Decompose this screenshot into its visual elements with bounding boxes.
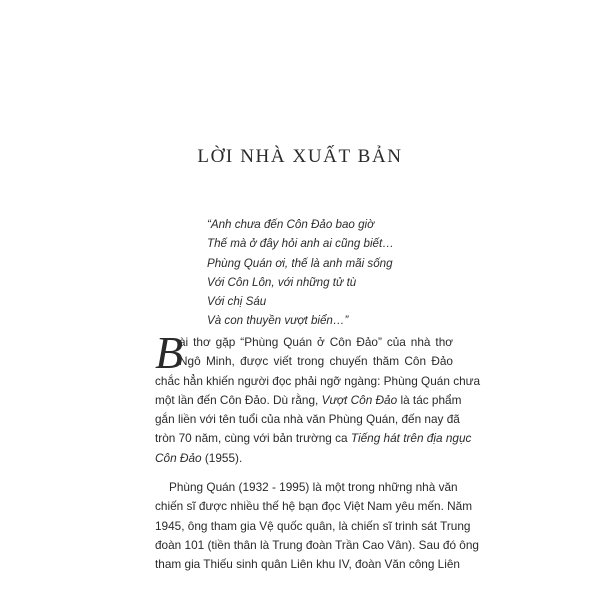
text-line: Phùng Quán (1932 - 1995) là một trong những nhà văn xyxy=(169,480,458,495)
poem-line: “Anh chưa đến Côn Đảo bao giờ xyxy=(207,218,375,231)
text-line xyxy=(155,429,472,448)
body-text xyxy=(155,327,481,575)
work-title: Côn Đảo xyxy=(155,450,202,465)
epigraph-poem xyxy=(207,215,394,331)
paragraph-1 xyxy=(155,327,481,468)
drop-cap: B xyxy=(155,327,184,378)
text-line: tham gia Thiếu sinh quân Liên khu IV, đoàn Văn công Liên xyxy=(155,557,460,572)
text-line: gắn liền với tên tuổi của nhà văn Phùng Quán, đến nay đã xyxy=(155,412,460,427)
text-line: 1945, ông tham gia Vệ quốc quân, là chiến sĩ trinh sát Trung xyxy=(155,518,471,533)
poem-line: Thế mà ở đây hỏi anh ai cũng biết… xyxy=(207,237,394,251)
text-line xyxy=(155,449,453,468)
text-line: chắc hẳn khiến người đọc phải ngỡ ngàng: Phùng Quán chưa xyxy=(155,373,481,388)
text-span: một lần đến Côn Đảo. Dù rằng, xyxy=(155,392,319,407)
text-line xyxy=(155,391,462,410)
poem-line: Với Côn Lôn, với những tử tù xyxy=(207,275,357,289)
poem-line: Với chị Sáu xyxy=(207,295,267,309)
text-span: tròn 70 năm, cùng với bản trường ca xyxy=(155,431,348,446)
poem-line: Phùng Quán ơi, thế là anh mãi sống xyxy=(207,256,393,270)
work-title: Vượt Côn Đảo xyxy=(321,392,398,407)
work-title: Tiếng hát trên địa ngục xyxy=(350,431,472,446)
poem-line: Và con thuyền vượt biển…” xyxy=(207,314,349,328)
text-line: Ngô Minh, được viết trong chuyến thăm Côn Đảo xyxy=(179,354,453,369)
text-line: chiến sĩ được nhiều thế hệ bạn đọc Việt Nam yêu mến. Năm xyxy=(155,499,473,514)
text-span: là tác phẩm xyxy=(400,392,462,407)
text-line: ài thơ gặp “Phùng Quán ở Côn Đảo” của nhà thơ xyxy=(179,335,453,349)
paragraph-2 xyxy=(155,478,479,574)
text-line: đoàn 101 (tiền thân là Trung đoàn Trần Cao Vân). Sau đó ông xyxy=(155,537,479,552)
chapter-title: LỜI NHÀ XUẤT BẢN xyxy=(197,146,403,167)
text-span: (1955). xyxy=(204,450,243,465)
